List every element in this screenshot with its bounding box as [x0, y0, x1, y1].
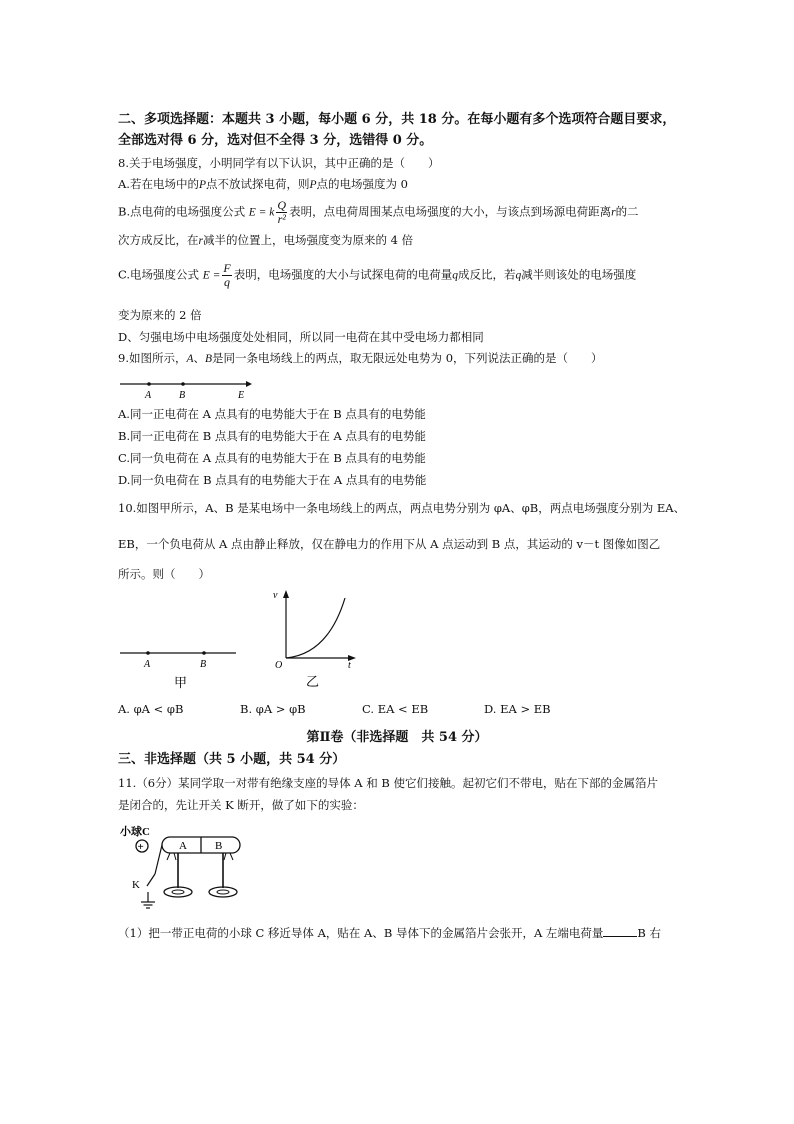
q11-fig-plus: + [137, 841, 144, 853]
q11-fig-label-k: K [132, 879, 140, 891]
q8-c-q1: q [452, 269, 458, 282]
q10-jia-label-b: B [200, 659, 207, 670]
q11-fig-label-b: B [215, 840, 223, 852]
q10-option-d: D. EA > EB [484, 702, 551, 716]
q11-base-b [209, 887, 237, 897]
q8-stem: 8.关于电场强度，小明同学有以下认识，其中正确的是（ ） [118, 156, 440, 170]
q8-c-q2: q [515, 269, 522, 282]
q10-jia-label-a: A [144, 659, 151, 670]
q11-sub1-answer-blank[interactable] [603, 924, 637, 937]
q11-base-b-inner [217, 890, 229, 894]
q10-line2: EB，一个负电荷从 A 点由静止释放，仅在静电力的作用下从 A 点运动到 B 点，其运动的 v－t 图像如图乙 [118, 537, 661, 551]
q9-point-a: A [186, 353, 194, 365]
q9-stem-post: 是同一条电场线上的两点，取无限远处电势为 0，下列说法正确的是（ ） [212, 351, 603, 365]
q8-b-line2-post: 减半的位置上，电场强度变为原来的 4 倍 [202, 233, 414, 247]
q8-b-fraction [276, 199, 287, 226]
q11-sub1 [118, 924, 661, 941]
q8-a-mid: 点不放试探电荷，则 [206, 177, 310, 191]
q9-sep: 、 [193, 351, 206, 365]
q8-b-post: 表明，点电荷周围某点电场强度的大小，与该点到场源电荷距离 [289, 204, 612, 219]
q8-b-frac-num: Q [277, 198, 287, 212]
q8-b-r: r [611, 206, 616, 219]
q9-point-b: B [205, 353, 213, 365]
q9-point-a-dot [147, 382, 151, 386]
q9-option-a: A.同一正电荷在 A 点具有的电势能大于在 B 点具有的电势能 [118, 407, 426, 421]
q9-stem [118, 350, 603, 367]
q9-option-d: D.同一负电荷在 B 点具有的电势能大于在 A 点具有的电势能 [118, 473, 427, 487]
q8-c-formula-lhs: E = [202, 269, 221, 282]
q9-arrow-icon [246, 381, 252, 387]
q10-yi-label-v: v [273, 590, 278, 601]
q9-option-c: C.同一负电荷在 A 点具有的电势能大于在 B 点具有的电势能 [118, 451, 426, 465]
q11-line2: 是闭合的，先让开关 K 断开，做了如下的实验： [118, 798, 364, 812]
q10-yi-caption: 乙 [306, 674, 320, 689]
q11-sub1-post: B 右 [637, 926, 662, 940]
q11-sub1-pre: （1）把一带正电荷的小球 C 移近导体 A，贴在 A、B 导体下的金属箔片会张开，A 左端电荷量 [118, 926, 604, 940]
q8-option-a [118, 176, 408, 193]
q8-c-frac-num: F [223, 261, 231, 275]
q11-switch-k [147, 874, 155, 886]
q8-b-end: 的二 [615, 204, 639, 219]
section3-header: 三、非选择题（共 5 小题，共 54 分） [118, 752, 346, 767]
q9-fig-label-b: B [179, 390, 186, 401]
q10-jia-point-b-dot [202, 651, 206, 655]
q11-wire [155, 845, 162, 874]
q10-option-b: B. φA > φB [240, 702, 306, 716]
q8-option-d: D、匀强电场中电场强度处处相同，所以同一电荷在其中受电场力都相同 [118, 330, 484, 344]
q10-yi-v-arrow-icon [283, 590, 289, 598]
q8-c-end: 减半则该处的电场强度 [521, 267, 637, 282]
q8-option-b-line2 [118, 232, 413, 249]
q8-option-c-line1 [118, 262, 636, 289]
q8-a-pre: A.若在电场中的 [118, 177, 199, 191]
q11-line1: 11.（6分）某同学取一对带有绝缘支座的导体 A 和 B 使它们接触。起初它们不带电，贴在下部的金属箔片 [118, 776, 658, 790]
q11-fig-ball-label: 小球C [120, 826, 150, 838]
q9-fig-label-e: E [238, 390, 245, 401]
q8-c-frac-den: q [224, 275, 231, 289]
q8-b-pre: B.点电荷的电场强度公式 [118, 204, 246, 219]
q10-line3: 所示。则（ ） [118, 567, 210, 581]
q9-stem-pre: 9.如图所示， [118, 351, 187, 365]
q11-apparatus-figure [118, 822, 258, 922]
q10-line1: 10.如图甲所示，A、B 是某电场中一条电场线上的两点，两点电势分别为 φA、φB，两点电场强度分别为 EA、 [118, 501, 686, 515]
q8-a-p1: P [198, 179, 206, 191]
q9-field-line-figure [118, 378, 258, 402]
q10-jia-point-a-dot [146, 651, 150, 655]
q11-fig-label-a: A [179, 840, 187, 852]
q8-option-c-line2: 变为原来的 2 倍 [118, 308, 202, 322]
q8-a-post: 点的电场强度为 0 [316, 177, 409, 191]
q8-c-post: 表明，电场强度的大小与试探电荷的电荷量 [233, 267, 453, 282]
q8-c-mid: 成反比，若 [457, 267, 516, 282]
q10-jia-caption: 甲 [174, 675, 188, 690]
q10-yi-label-o: O [275, 660, 283, 671]
q10-yi-curve [286, 598, 345, 658]
q10-yi-label-t: t [348, 660, 351, 671]
q10-option-c: C. EA < EB [362, 702, 429, 716]
part2-title: 第Ⅱ卷（非选择题 共 54 分） [306, 730, 488, 745]
q8-c-pre: C.电场强度公式 [118, 267, 200, 282]
section2-header-line1: 二、多项选择题：本题共 3 小题，每小题 6 分，共 18 分。在每小题有多个选项符合题目要求， [118, 112, 676, 127]
q8-b-line2-r: r [198, 235, 203, 247]
q8-b-line2-pre: 次方成反比，在 [118, 233, 199, 247]
q11-base-a [164, 887, 192, 897]
q9-option-b: B.同一正电荷在 B 点具有的电势能大于在 A 点具有的电势能 [118, 429, 426, 443]
q8-option-b-line1 [118, 199, 639, 226]
q11-base-a-inner [172, 890, 184, 894]
q9-fig-label-a: A [145, 390, 152, 401]
q10-option-a: A. φA < φB [118, 702, 184, 716]
q8-b-frac-den: r² [277, 212, 286, 226]
q9-point-b-dot [181, 382, 185, 386]
q8-a-p2: P [309, 179, 317, 191]
q8-b-formula-lhs: E = k [248, 206, 275, 219]
section2-header-line2: 全部选对得 6 分，选对但不全得 3 分，选错得 0 分。 [118, 133, 433, 148]
q8-c-fraction [222, 262, 231, 289]
q10-figure-jia [118, 645, 243, 690]
q10-figure-yi [270, 588, 360, 688]
